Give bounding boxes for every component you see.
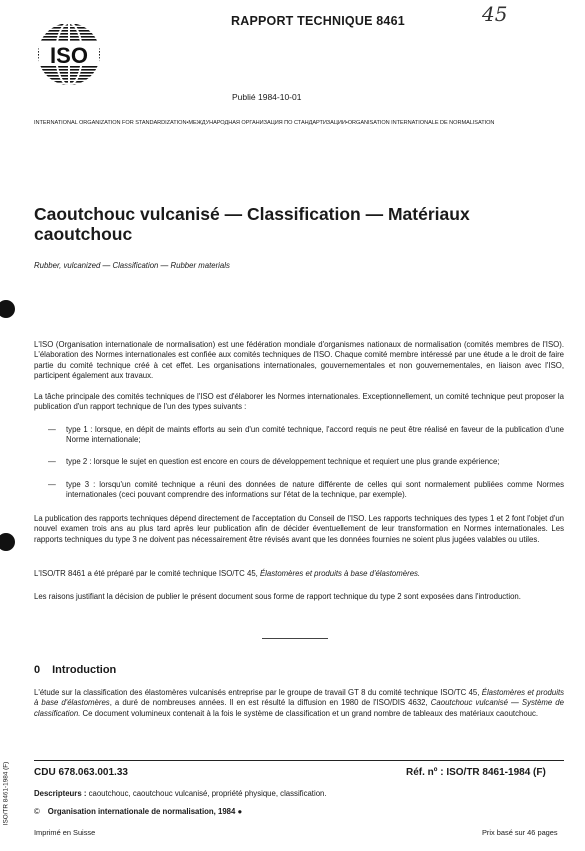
descriptors-list: caoutchouc, caoutchouc vulcanisé, propriété physique, classification. (86, 789, 327, 798)
printed-in: Imprimé en Suisse (34, 828, 96, 837)
iso-logo (34, 18, 104, 90)
foreword-paragraph-2: La tâche principale des comités techniques de l'ISO est d'élaborer les Normes internationales. Exceptionnellement, un comité technique peut proposer la publication d'un rapport technique de l'un des types suivants : (34, 392, 564, 412)
introduction-heading (34, 664, 116, 676)
list-item-text: type 3 : lorsqu'un comité technique a réuni des données de nature différente de celles qui sont normalement publiées comme Normes internationales (ceci pouvant comprendre des informations sur l'état de la technique, par exemple). (66, 480, 564, 500)
intro-text: , a duré de nombreuses années. Il en est résulté la diffusion en 1980 de l'ISO/DIS 4632, (109, 698, 431, 708)
list-item-text: type 2 : lorsque le sujet en question est encore en cours de développement technique et requiert une plus grande expérience; (66, 457, 500, 466)
list-dash: — (48, 480, 56, 489)
punch-hole (0, 533, 15, 551)
foreword-paragraph-3: La publication des rapports techniques dépend directement de l'acceptation du Conseil de l'ISO. Les rapports techniques des types 1 et 2 font l'objet d'un nouvel examen trois ans au plus tard après leur publication afin de décider éventuellement de leur transformation en Normes internationales. Les rapports techniques du type 3 ne doivent pas nécessairement être révisés avant que les données fournies ne soient plus jugées valables ou utiles. (34, 514, 564, 544)
list-item (34, 480, 564, 501)
footer-rule (34, 760, 564, 761)
foreword-paragraph-4 (34, 569, 564, 579)
intro-text: Ce document volumineux contenait à la fois le système de classification et un grand nombre de tableaux des matériaux caoutchouc. (80, 708, 539, 718)
logo-text: ISO (50, 43, 88, 68)
report-header-title: RAPPORT TECHNIQUE 8461 (231, 14, 405, 28)
intro-text: L'étude sur la classification des élastomères vulcanisés entreprise par le groupe de travail GT 8 du comité technique ISO/TC 45, (34, 688, 482, 697)
intro-italic: Caoutchouc vulcanisé — Système de classification. (34, 698, 564, 718)
list-dash: — (48, 425, 56, 434)
foreword-paragraph-1: L'ISO (Organisation internationale de normalisation) est une fédération mondiale d'organismes nationaux de normalisation (comités membres de l'ISO). L'élaboration des Normes internationales est confiée aux comités techniques de l'ISO. Chaque comité membre intéressé par une étude a le droit de faire partie du comité technique créé à cet effet. Les organisations internationales, gouvernementales et non gouvernementales, en liaison avec l'ISO, participent également aux travaux. (34, 340, 564, 381)
document-subtitle: Rubber, vulcanized — Classification — Rubber materials (34, 261, 230, 270)
introduction-paragraph (34, 688, 564, 719)
list-dash: — (48, 457, 56, 466)
document-title: Caoutchouc vulcanisé — Classification — Matériaux caoutchouc (34, 204, 470, 244)
descriptors (34, 789, 327, 798)
copyright (34, 807, 242, 816)
separator-line (262, 638, 328, 639)
list-item (34, 425, 564, 446)
list-item-text: type 1 : lorsque, en dépit de maints efforts au sein d'un comité technique, l'accord requis ne peut être réalisé en faveur de la publication d'une Norme internationale; (66, 425, 564, 445)
punch-hole (0, 300, 15, 318)
copyright-icon: © (34, 807, 40, 816)
handwritten-note: 45 (482, 2, 508, 26)
price-basis: Prix basé sur 46 pages (482, 828, 558, 837)
reference-number: Réf. nº : ISO/TR 8461-1984 (F) (406, 767, 546, 778)
organization-line: INTERNATIONAL ORGANIZATION FOR STANDARDIZATION•МЕЖДУНАРОДНАЯ ОРГАНИЗАЦИЯ ПО СТАНДАРТИЗАЦИИ•ORGANISATION INTERNATIONALE DE NORMALISATION (34, 120, 495, 126)
publication-date: Publié 1984-10-01 (232, 92, 302, 102)
descriptors-label: Descripteurs : (34, 789, 87, 798)
section-number: 0 (34, 664, 41, 676)
p4-text: L'ISO/TR 8461 a été préparé par le comité technique ISO/TC 45, (34, 569, 260, 578)
section-title: Introduction (52, 664, 117, 676)
list-item (34, 457, 564, 467)
intro-italic: Élastomères et produits à base d'élastomères (34, 688, 565, 708)
copyright-text: Organisation internationale de normalisation, 1984 ● (47, 807, 243, 816)
p4-committee-title: Élastomères et produits à base d'élastomères. (259, 569, 421, 578)
cdu-code: CDU 678.063.001.33 (34, 767, 128, 778)
side-document-code: ISO/TR 8461-1984 (F) (2, 761, 10, 826)
foreword-paragraph-5: Les raisons justifiant la décision de publier le présent document sous forme de rapport technique du type 2 sont exposées dans l'introduction. (34, 592, 521, 601)
